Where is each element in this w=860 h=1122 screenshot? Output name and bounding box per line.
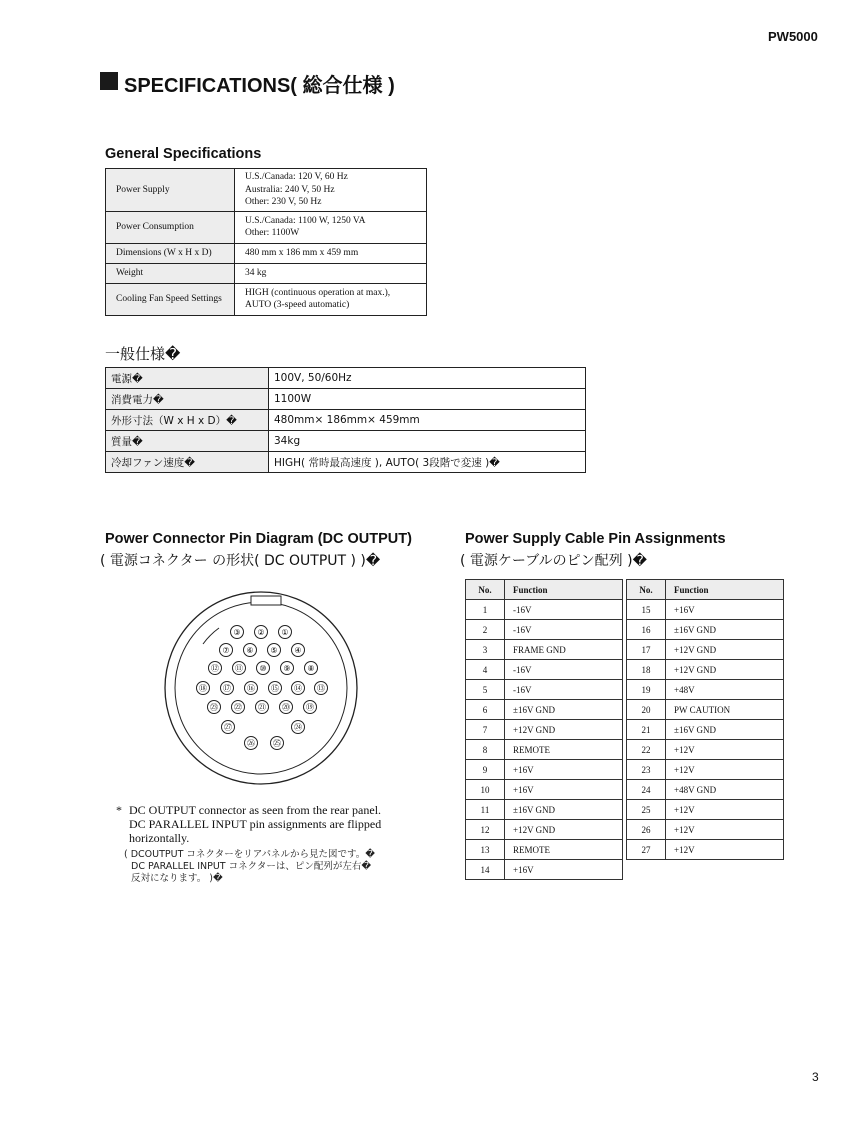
spec-jp-label: 外形寸法（W x H x D）� bbox=[106, 410, 269, 431]
spec-value bbox=[235, 263, 427, 283]
pin-row bbox=[466, 680, 623, 700]
spec-row bbox=[106, 169, 427, 212]
connector-pin-label: ㉒ bbox=[234, 702, 242, 712]
pin-number: 27 bbox=[627, 840, 666, 860]
title-marker bbox=[100, 72, 118, 90]
note-jp-line-3: 反対になります。 )� bbox=[131, 873, 223, 884]
pin-row bbox=[466, 780, 623, 800]
pin-function: REMOTE bbox=[505, 840, 623, 860]
pin-function: +12V bbox=[666, 760, 784, 780]
spec-label: Power Supply bbox=[106, 169, 235, 212]
pin-function: +16V bbox=[505, 860, 623, 880]
spec-row bbox=[106, 283, 427, 315]
connector-pin-label: ⑭ bbox=[294, 683, 302, 693]
pin-number: 11 bbox=[466, 800, 505, 820]
pin-number: 1 bbox=[466, 600, 505, 620]
pin-function: +12V GND bbox=[666, 640, 784, 660]
pin-function: REMOTE bbox=[505, 740, 623, 760]
pin-function: +48V GND bbox=[666, 780, 784, 800]
pin-function: ±16V GND bbox=[505, 800, 623, 820]
page-number: 3 bbox=[812, 1070, 819, 1084]
pin-row bbox=[466, 800, 623, 820]
connector-pin-label: ⑪ bbox=[235, 663, 243, 673]
connector-guide-arc bbox=[203, 628, 219, 644]
spec-value bbox=[235, 211, 427, 243]
spec-value-line: HIGH (continuous operation at max.), bbox=[245, 287, 391, 298]
pin-row bbox=[466, 640, 623, 660]
connector-pin-label: ⑤ bbox=[270, 645, 278, 655]
general-specs-heading: General Specifications bbox=[105, 146, 262, 162]
col-header-function: Function bbox=[505, 580, 623, 600]
connector-pin-label: ⑨ bbox=[283, 663, 291, 673]
spec-jp-value: 1100W bbox=[269, 389, 586, 410]
spec-value-line: U.S./Canada: 1100 W, 1250 VA bbox=[245, 215, 366, 226]
connector-pin-label: ⑱ bbox=[199, 683, 207, 693]
spec-jp-label: 電源� bbox=[106, 368, 269, 389]
col-header-no: No. bbox=[466, 580, 505, 600]
spec-jp-label: 冷却ファン速度� bbox=[106, 452, 269, 473]
pin-row bbox=[466, 860, 623, 880]
spec-jp-value: HIGH( 常時最高速度 ), AUTO( 3段階で変速 )� bbox=[269, 452, 586, 473]
pin-row bbox=[466, 740, 623, 760]
pin-row bbox=[627, 620, 784, 640]
connector-pin-label: ③ bbox=[233, 627, 241, 637]
connector-pin-label: ⑩ bbox=[259, 663, 267, 673]
general-specs-jp-table bbox=[105, 367, 586, 473]
cable-pin-table-right bbox=[626, 579, 784, 860]
pin-function: +12V bbox=[666, 820, 784, 840]
pin-number: 22 bbox=[627, 740, 666, 760]
pin-number: 8 bbox=[466, 740, 505, 760]
note-line-3: horizontally. bbox=[129, 831, 190, 845]
spec-label: Power Consumption bbox=[106, 211, 235, 243]
spec-jp-label: 質量� bbox=[106, 431, 269, 452]
spec-jp-row bbox=[106, 368, 586, 389]
pin-number: 5 bbox=[466, 680, 505, 700]
pin-number: 13 bbox=[466, 840, 505, 860]
connector-pin-label: ⑯ bbox=[247, 683, 255, 693]
spec-value-line: AUTO (3-speed automatic) bbox=[245, 300, 350, 310]
pin-row bbox=[627, 740, 784, 760]
pin-number: 18 bbox=[627, 660, 666, 680]
spec-row bbox=[106, 263, 427, 283]
connector-pin-label: ⑬ bbox=[317, 683, 325, 693]
pin-row bbox=[627, 760, 784, 780]
pin-number: 16 bbox=[627, 620, 666, 640]
pin-number: 14 bbox=[466, 860, 505, 880]
connector-heading: Power Connector Pin Diagram (DC OUTPUT) bbox=[105, 531, 412, 547]
col-header-function: Function bbox=[666, 580, 784, 600]
spec-label: Weight bbox=[106, 263, 235, 283]
pin-function: ±16V GND bbox=[666, 720, 784, 740]
connector-pin-label: ① bbox=[281, 627, 289, 637]
spec-jp-row bbox=[106, 389, 586, 410]
pin-number: 26 bbox=[627, 820, 666, 840]
pin-row bbox=[627, 720, 784, 740]
spec-jp-value: 34kg bbox=[269, 431, 586, 452]
note-line-2: DC PARALLEL INPUT pin assignments are flipped bbox=[129, 817, 382, 831]
pin-number: 17 bbox=[627, 640, 666, 660]
pin-row bbox=[627, 600, 784, 620]
general-specs-table bbox=[105, 168, 427, 316]
pin-row bbox=[466, 760, 623, 780]
page-title: SPECIFICATIONS( 総合仕様 ) bbox=[124, 75, 395, 97]
pin-row bbox=[466, 820, 623, 840]
pin-number: 2 bbox=[466, 620, 505, 640]
spec-value-line: U.S./Canada: 120 V, 60 Hz bbox=[245, 172, 348, 182]
pin-number: 23 bbox=[627, 760, 666, 780]
spec-jp-row bbox=[106, 410, 586, 431]
pin-function: +16V bbox=[505, 760, 623, 780]
connector-pin-label: ㉗ bbox=[224, 722, 232, 732]
spec-value bbox=[235, 283, 427, 315]
pin-number: 15 bbox=[627, 600, 666, 620]
connector-pin-label: ㉕ bbox=[273, 738, 281, 748]
pin-row bbox=[466, 700, 623, 720]
spec-value-line: 34 kg bbox=[245, 267, 267, 278]
pin-row bbox=[466, 600, 623, 620]
spec-value-line: 480 mm x 186 mm x 459 mm bbox=[245, 247, 359, 258]
connector-diagram bbox=[163, 590, 359, 786]
cable-pin-table-left bbox=[465, 579, 623, 880]
pin-row bbox=[627, 660, 784, 680]
connector-pin-label: ⑳ bbox=[282, 702, 290, 712]
connector-pin-label: ㉓ bbox=[210, 702, 218, 712]
connector-outer-ring bbox=[165, 592, 357, 784]
general-specs-jp-heading: 一般仕様� bbox=[105, 345, 181, 363]
pin-number: 12 bbox=[466, 820, 505, 840]
pin-row bbox=[627, 700, 784, 720]
note-line-1: DC OUTPUT connector as seen from the rear panel. bbox=[129, 803, 382, 817]
pin-function: ±16V GND bbox=[666, 620, 784, 640]
spec-jp-label: 消費電力� bbox=[106, 389, 269, 410]
spec-value bbox=[235, 169, 427, 212]
spec-value-line: Other: 1100W bbox=[245, 228, 300, 238]
spec-label: Dimensions (W x H x D) bbox=[106, 243, 235, 263]
pin-function: +12V GND bbox=[505, 820, 623, 840]
pin-row bbox=[466, 620, 623, 640]
pin-row bbox=[466, 840, 623, 860]
connector-pin-label: ㉑ bbox=[258, 702, 266, 712]
pin-number: 20 bbox=[627, 700, 666, 720]
pin-function: +12V bbox=[666, 840, 784, 860]
connector-pin-label: ⑫ bbox=[211, 663, 219, 673]
connector-pin-label: ㉔ bbox=[294, 722, 302, 732]
pin-row bbox=[466, 720, 623, 740]
connector-pin-label: ⑰ bbox=[223, 683, 231, 693]
connector-pin-label: ② bbox=[257, 627, 265, 637]
pin-function: PW CAUTION bbox=[666, 700, 784, 720]
pin-function: +12V GND bbox=[666, 660, 784, 680]
pin-row bbox=[627, 780, 784, 800]
connector-key-notch bbox=[251, 596, 281, 605]
spec-jp-row bbox=[106, 431, 586, 452]
pin-number: 24 bbox=[627, 780, 666, 800]
pin-number: 21 bbox=[627, 720, 666, 740]
pin-function: +12V bbox=[666, 800, 784, 820]
pin-function: +16V bbox=[505, 780, 623, 800]
pin-function: +16V bbox=[666, 600, 784, 620]
connector-pin-label: ⑦ bbox=[222, 645, 230, 655]
pin-number: 3 bbox=[466, 640, 505, 660]
spec-value-line: Australia: 240 V, 50 Hz bbox=[245, 184, 335, 195]
spec-row bbox=[106, 243, 427, 263]
pin-function: ±16V GND bbox=[505, 700, 623, 720]
pin-function: -16V bbox=[505, 660, 623, 680]
spec-value-line: Other: 230 V, 50 Hz bbox=[245, 197, 322, 207]
connector-pin-label: ⑲ bbox=[306, 702, 314, 712]
pin-row bbox=[627, 640, 784, 660]
col-header-no: No. bbox=[627, 580, 666, 600]
spec-jp-value: 100V, 50/60Hz bbox=[269, 368, 586, 389]
pin-function: +48V bbox=[666, 680, 784, 700]
pin-number: 19 bbox=[627, 680, 666, 700]
pin-row bbox=[627, 680, 784, 700]
pin-row bbox=[627, 820, 784, 840]
connector-pin-label: ⑥ bbox=[246, 645, 254, 655]
spec-row bbox=[106, 211, 427, 243]
pin-number: 7 bbox=[466, 720, 505, 740]
connector-pin-label: ⑧ bbox=[307, 663, 315, 673]
pin-function: +12V GND bbox=[505, 720, 623, 740]
connector-pin-label: ㉖ bbox=[247, 738, 255, 748]
spec-jp-value: 480mm× 186mm× 459mm bbox=[269, 410, 586, 431]
pin-number: 10 bbox=[466, 780, 505, 800]
pin-function: +12V bbox=[666, 740, 784, 760]
pin-row bbox=[627, 800, 784, 820]
spec-jp-row bbox=[106, 452, 586, 473]
connector-pins bbox=[197, 626, 328, 750]
spec-label: Cooling Fan Speed Settings bbox=[106, 283, 235, 315]
pin-row bbox=[466, 660, 623, 680]
pin-number: 25 bbox=[627, 800, 666, 820]
note-jp-line-2: DC PARALLEL INPUT コネクターは、ピン配列が左右� bbox=[131, 861, 372, 872]
pin-number: 6 bbox=[466, 700, 505, 720]
model-name: PW5000 bbox=[768, 29, 818, 44]
connector-heading-jp: ( 電源コネクター の形状( DC OUTPUT ) )� bbox=[100, 553, 381, 569]
pin-function: FRAME GND bbox=[505, 640, 623, 660]
pin-row bbox=[627, 840, 784, 860]
pin-function: -16V bbox=[505, 600, 623, 620]
pin-function: -16V bbox=[505, 620, 623, 640]
cable-heading: Power Supply Cable Pin Assignments bbox=[465, 531, 726, 547]
spec-value bbox=[235, 243, 427, 263]
connector-pin-label: ⑮ bbox=[271, 683, 279, 693]
pin-function: -16V bbox=[505, 680, 623, 700]
pin-number: 9 bbox=[466, 760, 505, 780]
pin-number: 4 bbox=[466, 660, 505, 680]
note-jp-line-1: ( DCOUTPUT コネクターをリアパネルから見た図です。� bbox=[124, 849, 375, 860]
cable-heading-jp: ( 電源ケーブルのピン配列 )� bbox=[460, 553, 647, 569]
connector-pin-label: ④ bbox=[294, 645, 302, 655]
note-asterisk: * bbox=[116, 803, 122, 817]
